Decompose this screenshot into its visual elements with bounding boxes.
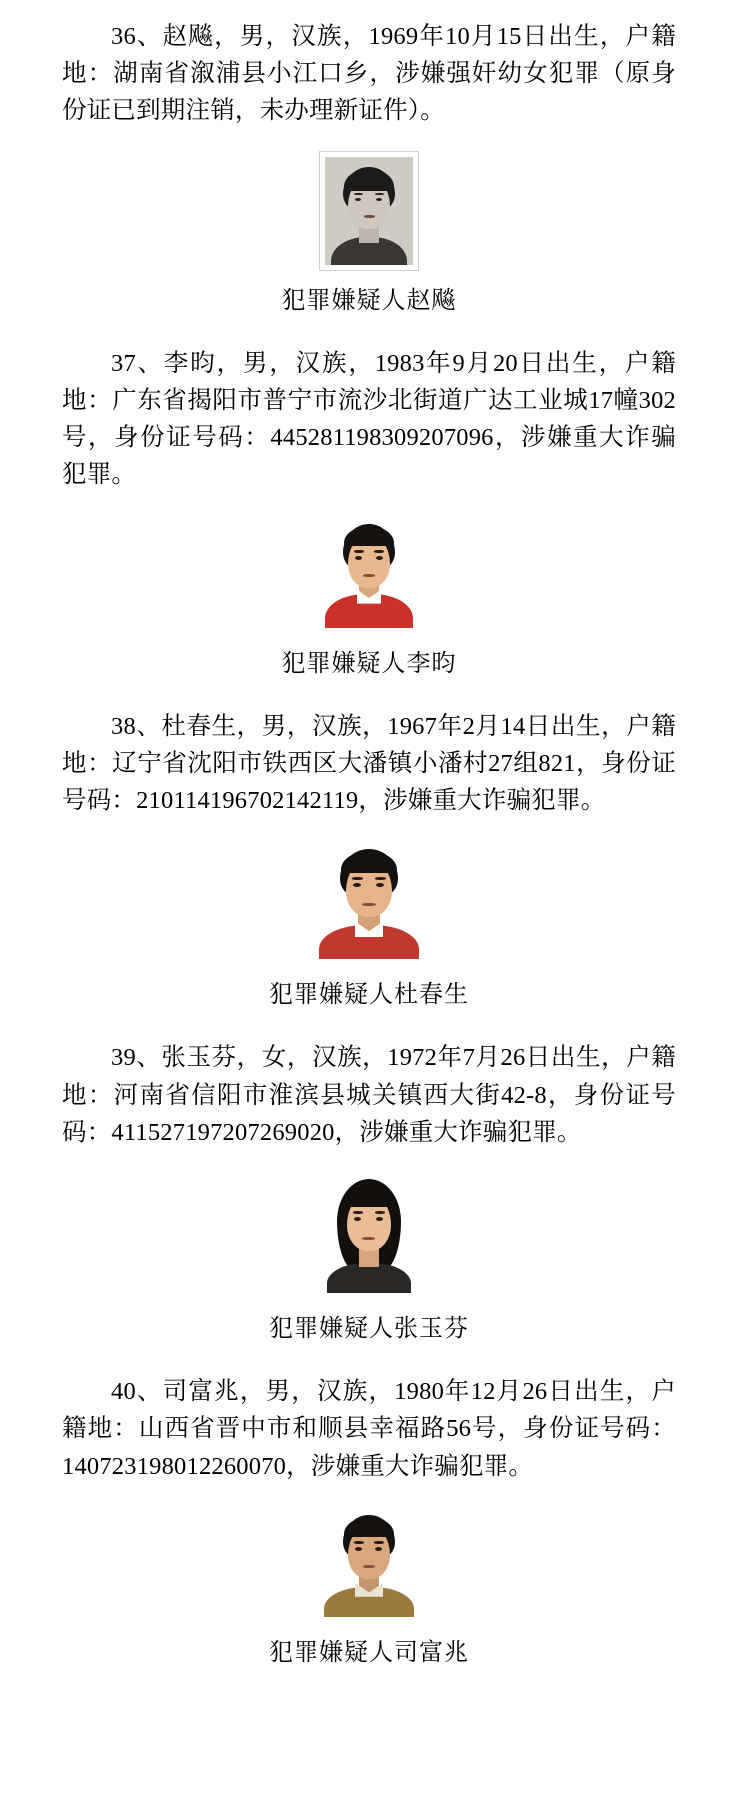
suspect-photo — [323, 516, 415, 628]
suspect-photo — [321, 1173, 417, 1293]
suspect-entry — [62, 1373, 676, 1667]
suspect-photo-block — [62, 1173, 676, 1343]
suspect-photo-block — [62, 1507, 676, 1667]
suspect-entry — [62, 708, 676, 1010]
suspect-photo-block — [62, 841, 676, 1009]
suspect-description: 40、司富兆，男，汉族，1980年12月26日出生，户籍地：山西省晋中市和顺县幸福路56号，身份证号码：140723198012260070，涉嫌重大诈骗犯罪。 — [62, 1378, 676, 1480]
suspect-description: 39、张玉芬，女，汉族，1972年7月26日出生，户籍地：河南省信阳市淮滨县城关镇西大街42-8，身份证号码：411527197207269020，涉嫌重大诈骗犯罪。 — [62, 1044, 676, 1146]
suspect-photo — [320, 152, 418, 270]
suspect-entry — [62, 345, 676, 678]
suspect-entry — [62, 1039, 676, 1343]
photo-caption: 犯罪嫌疑人杜春生 — [269, 981, 469, 1009]
suspect-photo — [319, 841, 419, 959]
photo-caption: 犯罪嫌疑人赵飚 — [281, 286, 457, 314]
suspect-entry — [62, 18, 676, 315]
suspect-description: 38、杜春生，男，汉族，1967年2月14日出生，户籍地：辽宁省沈阳市铁西区大潘镇小潘村27组821，身份证号码：210114196702142119，涉嫌重大诈骗犯罪。 — [62, 712, 676, 815]
suspect-description: 36、赵飚，男，汉族，1969年10月15日出生，户籍地：湖南省溆浦县小江口乡，涉嫌强奸幼女犯罪（原身份证已到期注销，未办理新证件）。 — [62, 23, 676, 125]
suspect-photo-block — [62, 152, 676, 315]
suspect-photo-block — [62, 516, 676, 678]
photo-caption: 犯罪嫌疑人李昀 — [281, 649, 457, 677]
suspect-photo — [322, 1507, 416, 1617]
suspect-description: 37、李昀，男，汉族，1983年9月20日出生，户籍地：广东省揭阳市普宁市流沙北街道广达工业城17幢302号，身份证号码：445281198309207096，涉嫌重大诈骗犯罪。 — [62, 349, 676, 489]
photo-caption: 犯罪嫌疑人司富兆 — [269, 1638, 469, 1666]
photo-caption: 犯罪嫌疑人张玉芬 — [269, 1315, 469, 1343]
